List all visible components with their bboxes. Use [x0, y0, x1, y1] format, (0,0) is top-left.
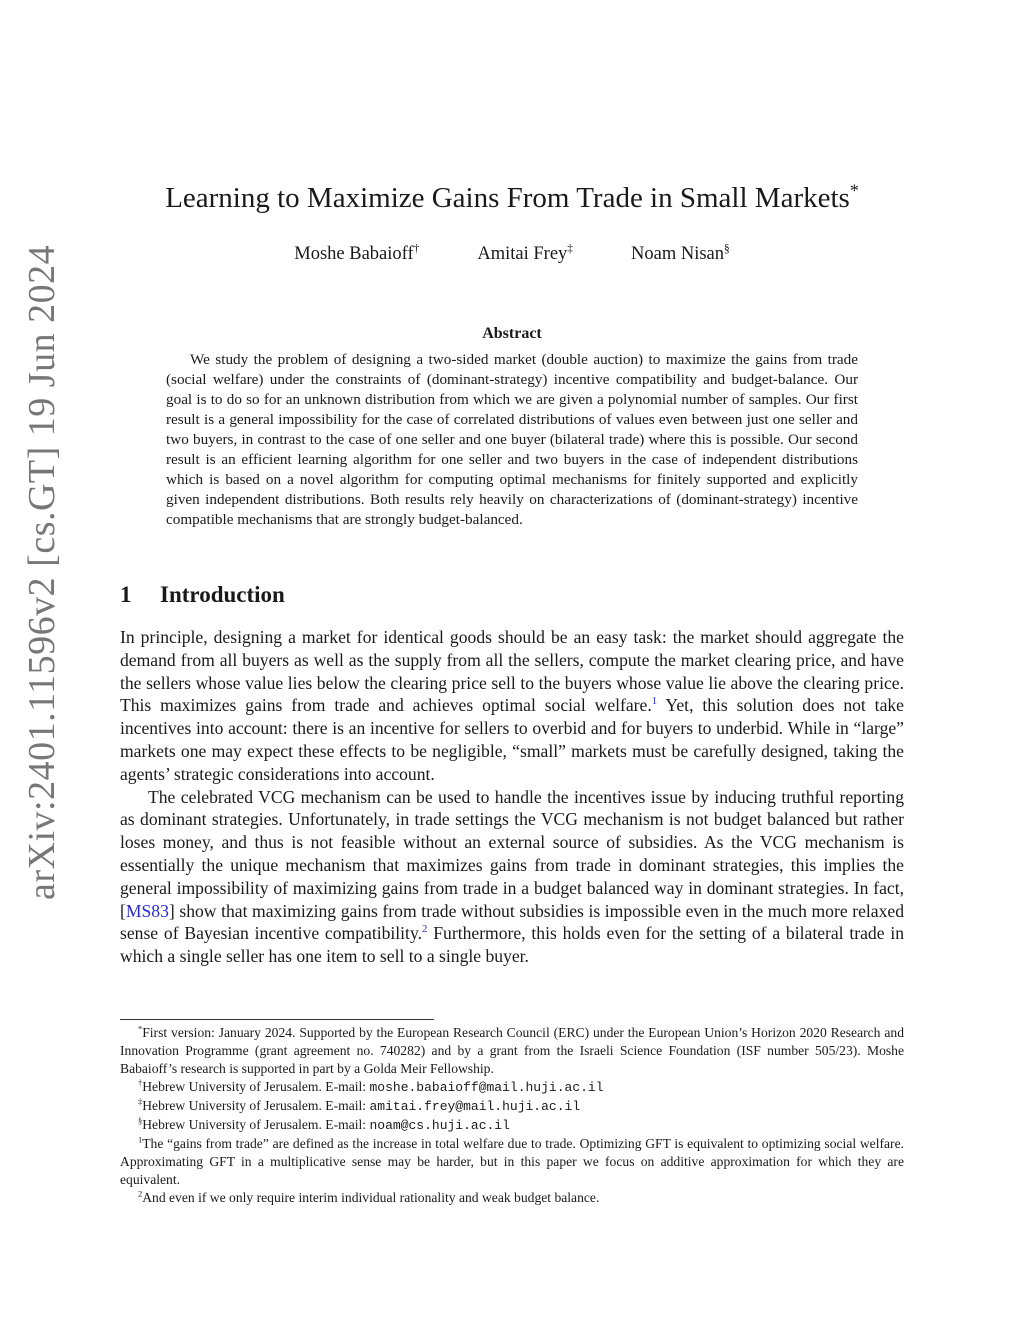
- author: [294, 244, 419, 265]
- footnote-text: Hebrew University of Jerusalem. E-mail:: [142, 1098, 370, 1113]
- abstract-text: We study the problem of designing a two-sided market (double auction) to maximize the gains from trade (social welfare) under the constraints of (dominant-strategy) incentive compatibility and budget-balance. Our goal is to do so for an unknown distribution from which we are given a polynomial number of samples. Our first result is a general impossibility for the case of correlated distributions of values even between just one seller and two buyers, in contrast to the case of one seller and one buyer (bilateral trade) where this is possible. Our second result is an efficient learning algorithm for one seller and two buyers in the case of independent distributions which is based on a novel algorithm for computing optimal mechanisms for finitely supported and explicitly given independent distributions. Both results rely heavily on characterizations of (dominant-strategy) incentive compatible mechanisms that are strongly budget-balanced.: [166, 351, 858, 528]
- footnote-text: Hebrew University of Jerusalem. E-mail:: [142, 1117, 370, 1132]
- footnote: [120, 1116, 904, 1135]
- author-name: Noam Nisan: [631, 244, 725, 264]
- paragraph-text: In principle, designing a market for identical goods should be an easy task: the market should aggregate the demand from all buyers as well as the supply from all the sellers, compute the market clearing price, and have the sellers whose value lies below the clearing price sell to the buyers whose value lie above the clearing price. This maximizes gains from trade and achieves optimal social welfare.: [120, 627, 904, 716]
- author: [631, 244, 730, 265]
- title-footnote-mark: *: [849, 180, 859, 201]
- footnote-text: The “gains from trade” are defined as the increase in total welfare due to trade. Optimizing GFT is equivalent to optimizing social welfare. Approximating GFT in a multiplicative sense may be harder, but in this paper we focus on additive approximation for which they are equivalent.: [120, 1136, 904, 1187]
- author-mark: ‡: [567, 242, 574, 255]
- email-address[interactable]: noam@cs.huji.ac.il: [369, 1118, 510, 1133]
- abstract-heading: Abstract: [482, 325, 542, 342]
- footnote-text: And even if we only require interim individual rationality and weak budget balance.: [142, 1190, 600, 1205]
- paper-title: [120, 182, 904, 215]
- paragraph-text: The celebrated VCG mechanism can be used to handle the incentives issue by inducing truthful reporting as dominant strategies. Unfortunately, in trade settings the VCG mechanism is not budget balanced but rather loses money, and thus is not feasible without an external source of subsidies. As the VCG mechanism is essentially the unique mechanism that maximizes gains from trade in dominant strategies, this implies the general impossibility of maximizing gains from trade in a budget balanced way in dominant strategies. In fact, [: [120, 786, 904, 921]
- paragraph: [120, 786, 904, 968]
- section-number: 1: [120, 582, 132, 607]
- footnote-mark: †: [138, 1077, 143, 1088]
- footnote-mark: §: [138, 1115, 143, 1126]
- footnote-mark: 2: [138, 1188, 143, 1199]
- section-title: Introduction: [160, 582, 285, 607]
- email-address[interactable]: amitai.frey@mail.huji.ac.il: [369, 1099, 581, 1114]
- footnote-link[interactable]: 1: [651, 695, 658, 708]
- footnote-text: First version: January 2024. Supported by the European Research Council (ERC) under the European Union’s Horizon 2020 Research and Innovation Programme (grant agreement no. 740282) and by a grant from the Israeli Science Foundation (ISF number 505/23). Moshe Babaioff’s research is supported in part by a Golda Meir Fellowship.: [120, 1025, 904, 1076]
- footnote: [120, 1078, 904, 1097]
- paragraph: [120, 626, 904, 786]
- author: [477, 244, 573, 265]
- footnote: [120, 1024, 904, 1078]
- footnote-divider: [120, 1019, 434, 1020]
- author-mark: §: [724, 242, 730, 255]
- author-name: Amitai Frey: [477, 244, 568, 264]
- footnote-mark: 1: [138, 1134, 143, 1145]
- footnote: [120, 1189, 904, 1207]
- footnote-text: Hebrew University of Jerusalem. E-mail:: [142, 1079, 370, 1094]
- footnote-mark: ‡: [138, 1096, 143, 1107]
- footnote: [120, 1135, 904, 1189]
- footnotes: [120, 1024, 904, 1207]
- footnote-link[interactable]: 2: [422, 923, 428, 936]
- author-mark: †: [413, 242, 420, 255]
- paper-title-text: Learning to Maximize Gains From Trade in Small Markets: [165, 182, 850, 214]
- footnote-mark: *: [138, 1023, 143, 1034]
- paragraph-text: Furthermore, this holds even for the setting of a bilateral trade in which a single seller has one item to sell to a single buyer.: [120, 923, 905, 967]
- footnote: [120, 1097, 904, 1116]
- email-address[interactable]: moshe.babaioff@mail.huji.ac.il: [369, 1080, 604, 1095]
- author-list: [120, 244, 904, 265]
- paragraph-text: ] show that maximizing gains from trade without subsidies is impossible even in the much more relaxed sense of Bayesian incentive compatibility.: [120, 900, 904, 944]
- introduction-body: [120, 626, 904, 968]
- section-heading: [120, 582, 285, 608]
- citation-link[interactable]: MS83: [125, 900, 169, 921]
- author-name: Moshe Babaioff: [294, 244, 414, 264]
- paragraph-text: Yet, this solution does not take incentives into account: there is an incentive for sellers to overbid and for buyers to underbid. While in “large” markets one may expect these effects to be negligible, “small” markets must be carefully designed, taking the agents’ strategic considerations into account.: [120, 695, 904, 784]
- arxiv-identifier: arXiv:2401.11596v2 [cs.GT] 19 Jun 2024: [21, 244, 63, 900]
